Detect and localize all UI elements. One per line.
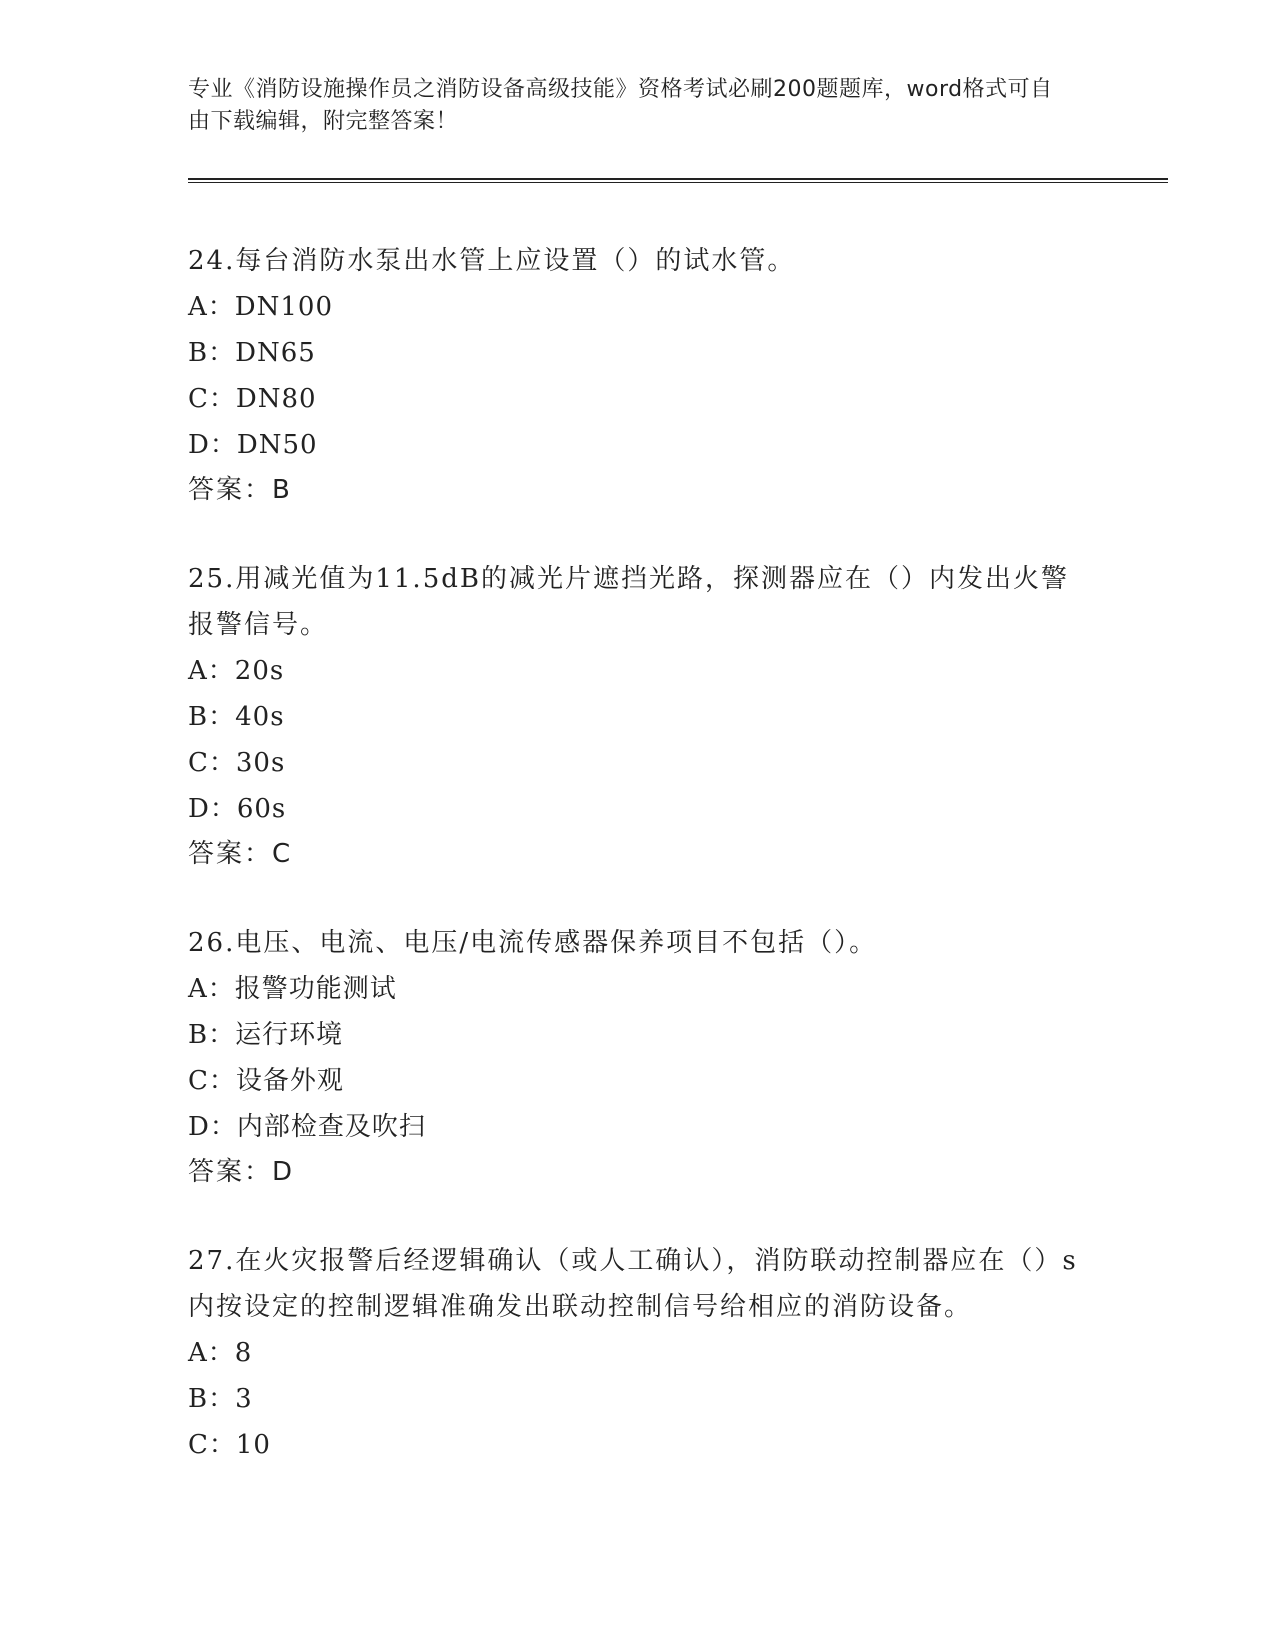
option-c: C：设备外观 <box>188 1066 344 1096</box>
question-24 <box>188 238 1088 512</box>
question-stem: 24.每台消防水泵出水管上应设置（）的试水管。 <box>188 246 796 276</box>
question-27 <box>188 1238 1088 1468</box>
question-stem: 25.用减光值为11.5dB的减光片遮挡光路，探测器应在（）内发出火警报警信号。 <box>188 564 1069 640</box>
option-a: A：DN100 <box>188 292 333 322</box>
option-a: A：报警功能测试 <box>188 974 397 1004</box>
option-c: C：DN80 <box>188 384 317 414</box>
option-d: D：DN50 <box>188 430 318 460</box>
option-a: A：20s <box>188 656 285 686</box>
option-d: D：60s <box>188 794 287 824</box>
option-b: B：40s <box>188 702 285 732</box>
answer-line: 答案：D <box>188 1157 295 1187</box>
question-26 <box>188 920 1088 1194</box>
option-b: B：3 <box>188 1384 253 1414</box>
option-b: B：DN65 <box>188 338 316 368</box>
option-b: B：运行环境 <box>188 1020 344 1050</box>
option-d: D：内部检查及吹扫 <box>188 1112 426 1142</box>
question-stem: 26.电压、电流、电压/电流传感器保养项目不包括（）。 <box>188 928 878 958</box>
answer-line: 答案：C <box>188 839 293 869</box>
option-c: C：10 <box>188 1430 271 1460</box>
option-c: C：30s <box>188 748 286 778</box>
option-a: A：8 <box>188 1338 253 1368</box>
answer-line: 答案：B <box>188 475 292 505</box>
question-25 <box>188 556 1088 876</box>
header-divider <box>188 178 1168 183</box>
question-stem: 27.在火灾报警后经逻辑确认（或人工确认），消防联动控制器应在（）s内按设定的控制逻辑准确发出联动控制信号给相应的消防设备。 <box>188 1246 1078 1322</box>
document-header: 专业《消防设施操作员之消防设备高级技能》资格考试必刷200题题库，word格式可自由下载编辑，附完整答案！ <box>188 77 1053 134</box>
question-list <box>188 238 1088 1512</box>
